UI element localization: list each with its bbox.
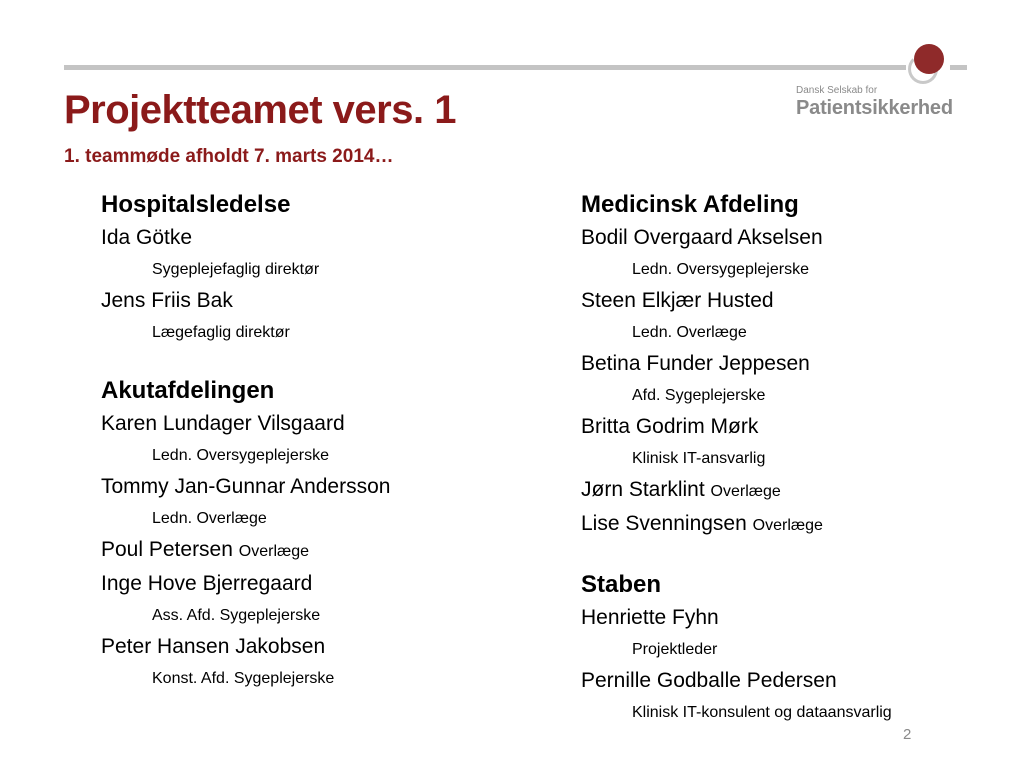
person-role: Projektleder <box>632 641 718 658</box>
section-heading: Staben <box>581 571 662 598</box>
person-name: Peter Hansen Jakobsen <box>101 635 326 658</box>
person-name-line <box>581 222 1011 254</box>
person-entry <box>101 568 531 631</box>
person-entry <box>101 222 531 285</box>
person-name: Jørn Starklint <box>581 478 705 501</box>
person-role: Ledn. Overlæge <box>632 324 747 341</box>
person-name-line <box>581 285 1011 317</box>
page-title: Projektteamet vers. 1 <box>64 88 456 132</box>
person-role: Ledn. Oversygeplejerske <box>152 447 329 464</box>
person-name-line <box>581 474 1011 508</box>
logo-line1: Dansk Selskab for <box>796 85 878 96</box>
section-heading: Hospitalsledelse <box>101 191 291 218</box>
person-name: Ida Götke <box>101 226 193 249</box>
logo <box>790 40 970 120</box>
left-column <box>101 188 531 720</box>
person-name: Betina Funder Jeppesen <box>581 352 810 375</box>
person-name-line <box>581 348 1011 380</box>
person-inline-role: Overlæge <box>238 543 310 560</box>
page-subtitle: 1. teammøde afholdt 7. marts 2014… <box>64 146 394 167</box>
person-role: Afd. Sygeplejerske <box>632 387 766 404</box>
person-name-line <box>101 534 531 568</box>
section-heading: Medicinsk Afdeling <box>581 191 799 218</box>
person-name: Pernille Godballe Pedersen <box>581 669 837 692</box>
person-name-line <box>581 602 1011 634</box>
person-role: Ledn. Oversygeplejerske <box>632 261 809 278</box>
person-name-line <box>581 411 1011 443</box>
person-name-line <box>101 568 531 600</box>
person-entry <box>581 411 1011 474</box>
logo-dot-icon <box>914 44 944 74</box>
person-name-line <box>581 665 1011 697</box>
section-heading: Akutafdelingen <box>101 377 275 404</box>
person-name: Karen Lundager Vilsgaard <box>101 412 345 435</box>
person-entry <box>101 471 531 534</box>
person-entry <box>581 508 1011 542</box>
person-name-line <box>101 222 531 254</box>
section <box>581 188 1011 542</box>
person-inline-role: Overlæge <box>752 517 823 534</box>
section <box>581 568 1011 728</box>
person-entry <box>101 631 531 694</box>
person-name: Britta Godrim Mørk <box>581 415 759 438</box>
person-role: Konst. Afd. Sygeplejerske <box>152 670 335 687</box>
person-role: Ass. Afd. Sygeplejerske <box>152 607 321 624</box>
person-role: Sygeplejefaglig direktør <box>152 261 320 278</box>
section <box>101 374 531 694</box>
person-name: Jens Friis Bak <box>101 289 233 312</box>
person-name-line <box>101 631 531 663</box>
top-rule <box>64 65 906 70</box>
page-number: 2 <box>903 726 912 743</box>
person-name: Bodil Overgaard Akselsen <box>581 226 823 249</box>
person-inline-role: Overlæge <box>710 483 781 500</box>
person-name: Henriette Fyhn <box>581 606 719 629</box>
person-name-line <box>101 408 531 440</box>
person-entry <box>101 534 531 568</box>
person-entry <box>581 348 1011 411</box>
person-name-line <box>101 471 531 503</box>
person-name: Lise Svenningsen <box>581 512 747 535</box>
person-entry <box>581 665 1011 728</box>
person-name: Steen Elkjær Husted <box>581 289 774 312</box>
person-entry <box>581 222 1011 285</box>
person-entry <box>101 408 531 471</box>
person-role: Klinisk IT-konsulent og dataansvarlig <box>632 704 892 721</box>
person-entry <box>101 285 531 348</box>
person-name: Poul Petersen <box>101 538 233 561</box>
person-entry <box>581 474 1011 508</box>
person-role: Lægefaglig direktør <box>152 324 290 341</box>
logo-line2: Patientsikkerhed <box>796 97 953 119</box>
person-name-line <box>101 285 531 317</box>
person-name: Tommy Jan-Gunnar Andersson <box>101 475 391 498</box>
person-role: Klinisk IT-ansvarlig <box>632 450 766 467</box>
person-name: Inge Hove Bjerregaard <box>101 572 313 595</box>
person-entry <box>581 602 1011 665</box>
person-name-line <box>581 508 1011 542</box>
right-column <box>581 188 1011 754</box>
section <box>101 188 531 348</box>
person-role: Ledn. Overlæge <box>152 510 267 527</box>
person-entry <box>581 285 1011 348</box>
